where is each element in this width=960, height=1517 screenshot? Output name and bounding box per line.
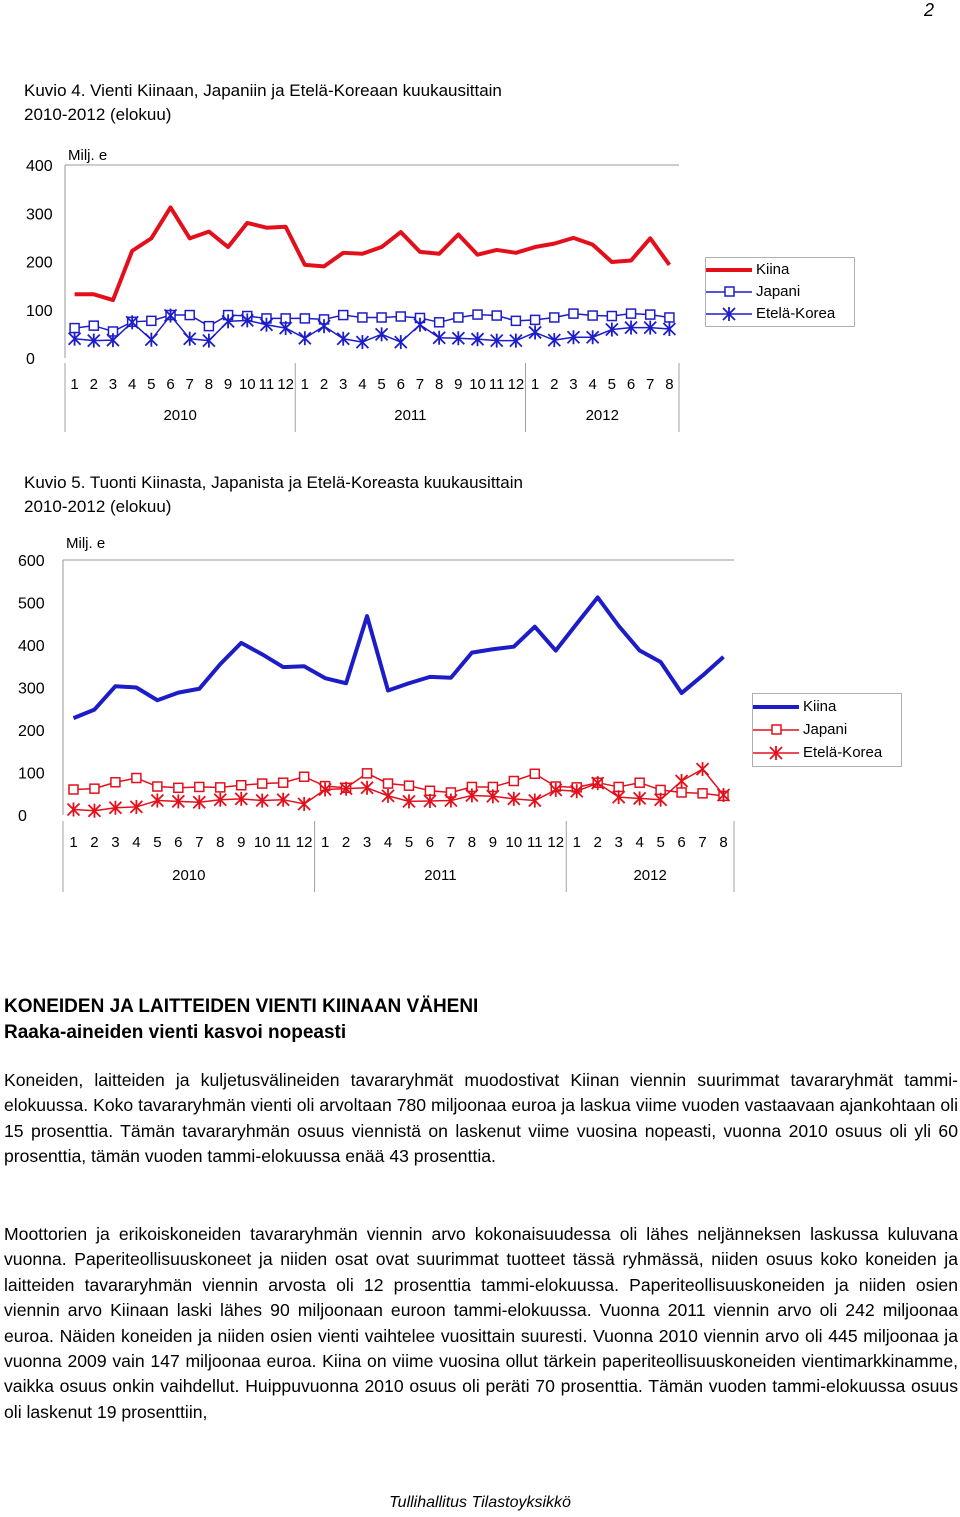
chart2-x-tick-label: 2 <box>593 834 602 851</box>
chart2-x-tick-label: 6 <box>174 834 183 851</box>
chart2-legend <box>752 693 902 767</box>
chart1-x-tick-label: 2 <box>550 376 559 393</box>
chart1-unit-label: Milj. e <box>68 147 108 164</box>
chart2-y-tick-label: 300 <box>18 680 45 698</box>
chart2-series-1-point <box>216 783 225 792</box>
chart1-x-tick-label: 11 <box>258 376 275 393</box>
chart2-x-tick-label: 12 <box>295 834 313 851</box>
chart2-x-tick-label: 3 <box>111 834 120 851</box>
chart2-series-1-point <box>174 783 183 792</box>
chart2-x-tick-label: 4 <box>635 834 644 851</box>
chart2-series-1-point <box>384 779 393 788</box>
chart2-x-tick-label: 10 <box>253 834 271 851</box>
chart2-series-1-point <box>363 769 372 778</box>
chart2-series-0-line <box>73 597 723 718</box>
paragraph-1: Koneiden, laitteiden ja kuljetusvälineiden tavararyhmät muodostivat Kiinan viennin suurimmat tavararyhmät tammi-elokuussa. Koko tavararyhmän vienti oli arvoltaan 780 miljoonaa euroa ja laskua viime vuoden vastaavaan ajankohtaan oli 15 prosenttia. Tämän tavararyhmän osuus viennistä on laskenut viime vuosina nopeasti, vuonna 2010 osuus oli yli 60 prosenttia, tämän vuoden tammi-elokuussa enää 43 prosenttia. <box>4 1070 958 1167</box>
chart2-series-1-point <box>698 789 707 798</box>
chart1-y-tick-label: 400 <box>26 158 53 175</box>
chart2-series-2-point <box>676 774 688 788</box>
chart2-x-tick-label: 2 <box>341 834 351 851</box>
chart2-series-1-line <box>73 773 723 796</box>
chart2-series-2-point <box>382 789 394 803</box>
chart1-x-tick-label: 9 <box>223 376 233 393</box>
chart2-series-1-point <box>237 781 246 790</box>
chart2-x-tick-label: 11 <box>527 834 543 851</box>
chart2-x-tick-label: 5 <box>404 834 414 851</box>
page-number: 2 <box>923 0 934 20</box>
chart2-series-1-point <box>279 778 288 787</box>
chart2-x-tick-label: 5 <box>153 834 162 851</box>
chart2-series-1-point <box>90 784 99 793</box>
chart2-y-tick-label: 100 <box>18 765 45 783</box>
chart2-x-tick-label: 4 <box>132 834 141 851</box>
chart2-y-tick-label: 500 <box>18 595 45 613</box>
chart2-x-tick-label: 1 <box>572 834 581 851</box>
chart2-x-tick-label: 5 <box>656 834 665 851</box>
chart1-y-tick-label: 300 <box>26 206 53 224</box>
chart2-y-tick-label: 0 <box>18 808 27 825</box>
chart2-x-tick-label: 6 <box>677 834 686 851</box>
chart2-series-1-point <box>404 781 413 790</box>
chart2-series-1-point <box>69 785 78 794</box>
chart1-x-tick-label: 8 <box>204 376 214 393</box>
chart2-y-tick-label: 600 <box>18 553 45 570</box>
chart1-year-label: 2012 <box>585 407 619 424</box>
chart1-x-tick-label: 5 <box>147 376 156 393</box>
chart2-title: Kuvio 5. Tuonti Kiinasta, Japanista ja Etelä-Koreasta kuukausittain 2010-2012 (elokuu) <box>24 473 523 516</box>
chart1-legend-etela-korea: Etelä-Korea <box>706 303 854 325</box>
chart2-x-tick-label: 7 <box>698 834 707 851</box>
chart2-year-label: 2012 <box>633 867 667 884</box>
chart1-x-tick-label: 6 <box>166 376 175 393</box>
chart2-x-tick-label: 8 <box>719 834 728 851</box>
footer: Tullihallitus Tilastoyksikkö <box>389 1494 571 1511</box>
chart2-year-label: 2010 <box>172 867 206 884</box>
chart1-x-tick-label: 3 <box>108 376 118 393</box>
chart2-x-tick-label: 2 <box>90 834 99 851</box>
chart2-series-1-point <box>635 778 644 787</box>
chart2-x-tick-label: 9 <box>237 834 246 851</box>
chart2-x-tick-label: 3 <box>362 834 372 851</box>
chart2-x-tick-label: 12 <box>547 834 565 851</box>
chart2-series-1-point <box>530 769 539 778</box>
chart2-legend-kiina: Kiina <box>803 698 837 715</box>
chart2-series-1-point <box>132 774 141 783</box>
chart2-series-1-point <box>153 782 162 791</box>
chart1-year-label: 2011 <box>394 407 427 424</box>
chart1-x-tick-label: 10 <box>238 376 256 393</box>
chart1-x-tick-label: 8 <box>434 376 444 393</box>
chart2-x-tick-label: 6 <box>425 834 435 851</box>
chart1-x-tick-label: 4 <box>588 376 597 393</box>
chart2-x-tick-label: 11 <box>275 834 291 851</box>
chart2-y-tick-label: 200 <box>18 723 45 740</box>
chart1-x-tick-label: 3 <box>339 376 348 393</box>
section-heading: KONEIDEN JA LAITTEIDEN VIENTI KIINAAN VÄHENI <box>4 996 479 1017</box>
chart1-year-label: 2010 <box>163 407 197 424</box>
chart1-legend-kiina: Kiina <box>756 261 790 278</box>
chart1-x-tick-label: 12 <box>277 376 294 393</box>
chart1-x-tick-label: 8 <box>665 376 674 393</box>
chart2-series-2-point <box>298 797 310 811</box>
chart2-series-1-point <box>425 786 434 795</box>
chart1-x-tick-label: 7 <box>415 376 425 393</box>
chart1-x-tick-label: 10 <box>469 376 486 393</box>
chart2-legend-etela-korea: Etelä-Korea <box>753 742 901 764</box>
chart1-x-tick-label: 6 <box>396 376 405 393</box>
chart1-x-tick-label: 12 <box>507 376 525 393</box>
chart1-x-tick-label: 11 <box>488 376 505 393</box>
chart2-x-tick-label: 3 <box>614 834 623 851</box>
chart1-title: Kuvio 4. Vienti Kiinaan, Japaniin ja Etelä-Koreaan kuukausittain 2010-2012 (elokuu) <box>24 81 502 124</box>
chart1-x-tick-label: 2 <box>319 376 329 393</box>
chart2-series-1-point <box>509 777 518 786</box>
chart2-legend-japani: Japani <box>753 719 901 741</box>
chart2-series-1-point <box>677 788 686 797</box>
chart1-y-tick-label: 100 <box>26 302 53 320</box>
chart2-series-2-line <box>73 769 723 811</box>
chart2-series-1-point <box>300 772 309 781</box>
chart2-y-tick-label: 400 <box>18 638 45 655</box>
chart2-x-tick-label: 4 <box>383 834 393 851</box>
chart1-x-tick-label: 1 <box>300 376 310 393</box>
chart1-x-tick-label: 1 <box>70 376 79 393</box>
chart2-year-label: 2011 <box>424 867 457 884</box>
chart1-x-tick-label: 5 <box>377 376 386 393</box>
chart2-series-2-point <box>697 762 709 776</box>
chart1-x-tick-label: 5 <box>607 376 617 393</box>
chart1-x-tick-label: 6 <box>626 376 636 393</box>
chart1-x-tick-label: 4 <box>358 376 367 393</box>
chart1-x-tick-label: 4 <box>127 376 137 393</box>
chart2-x-tick-label: 1 <box>69 834 78 851</box>
chart1-y-tick-label: 200 <box>26 254 53 272</box>
chart1-x-tick-label: 9 <box>454 376 463 393</box>
chart1-legend-japani: Japani <box>706 281 854 303</box>
paragraph-2: Moottorien ja erikoiskoneiden tavararyhmän viennin arvo kokonaisuudessa oli lähes neljänneksen laskussa kuluvana vuonna. Paperiteollisuuskoneet ja niiden osat ovat suurimmat tuotteet tässä ryhmässä, niiden osuus koko koneiden ja laitteiden tavararyhmän viennin arvosta oli 12 prosenttia tammi-elokuussa. Paperiteollisuuskoneiden ja niiden osien viennin arvo Kiinaan laski lähes 90 miljoonaan euroon tammi-elokuussa. Vuonna 2011 viennin arvo oli 242 miljoonaa euroa. Näiden koneiden ja niiden osien vienti vaihtelee vuosittain suuresti. Vuonna 2010 viennin arvo oli 445 miljoonaa ja vuonna 2009 vain 147 miljoonaa euroa. Kiina on viime vuosina ollut tärkein paperiteollisuuskoneiden vientimarkkinamme, vaikka osuus onkin vaihdellut. Huippuvuonna 2010 osuus oli peräti 70 prosenttia. Tämän vuoden tammi-elokuussa osuus oli laskenut 19 prosenttiin, <box>4 1224 958 1422</box>
chart2-series-1-point <box>111 778 120 787</box>
chart2-x-tick-label: 7 <box>446 834 456 851</box>
chart2-series-1-point <box>195 782 204 791</box>
chart2-x-tick-label: 10 <box>505 834 523 851</box>
section-subheading: Raaka-aineiden vienti kasvoi nopeasti <box>4 1022 347 1043</box>
chart2-x-tick-label: 1 <box>320 834 330 851</box>
chart1-y-tick-label: 0 <box>26 351 35 368</box>
chart1-x-tick-label: 7 <box>646 376 655 393</box>
chart1-x-tick-label: 7 <box>185 376 194 393</box>
chart1-x-tick-label: 3 <box>569 376 578 393</box>
chart1-x-tick-label: 2 <box>89 376 98 393</box>
chart2-x-tick-label: 8 <box>216 834 225 851</box>
chart2-series-1-point <box>614 782 623 791</box>
chart2-unit-label: Milj. e <box>66 535 106 552</box>
chart2-x-tick-label: 7 <box>195 834 204 851</box>
chart2-x-tick-label: 8 <box>467 834 477 851</box>
chart2-x-tick-label: 9 <box>488 834 498 851</box>
chart2-series-1-point <box>258 779 267 788</box>
chart1-x-tick-label: 1 <box>530 376 540 393</box>
